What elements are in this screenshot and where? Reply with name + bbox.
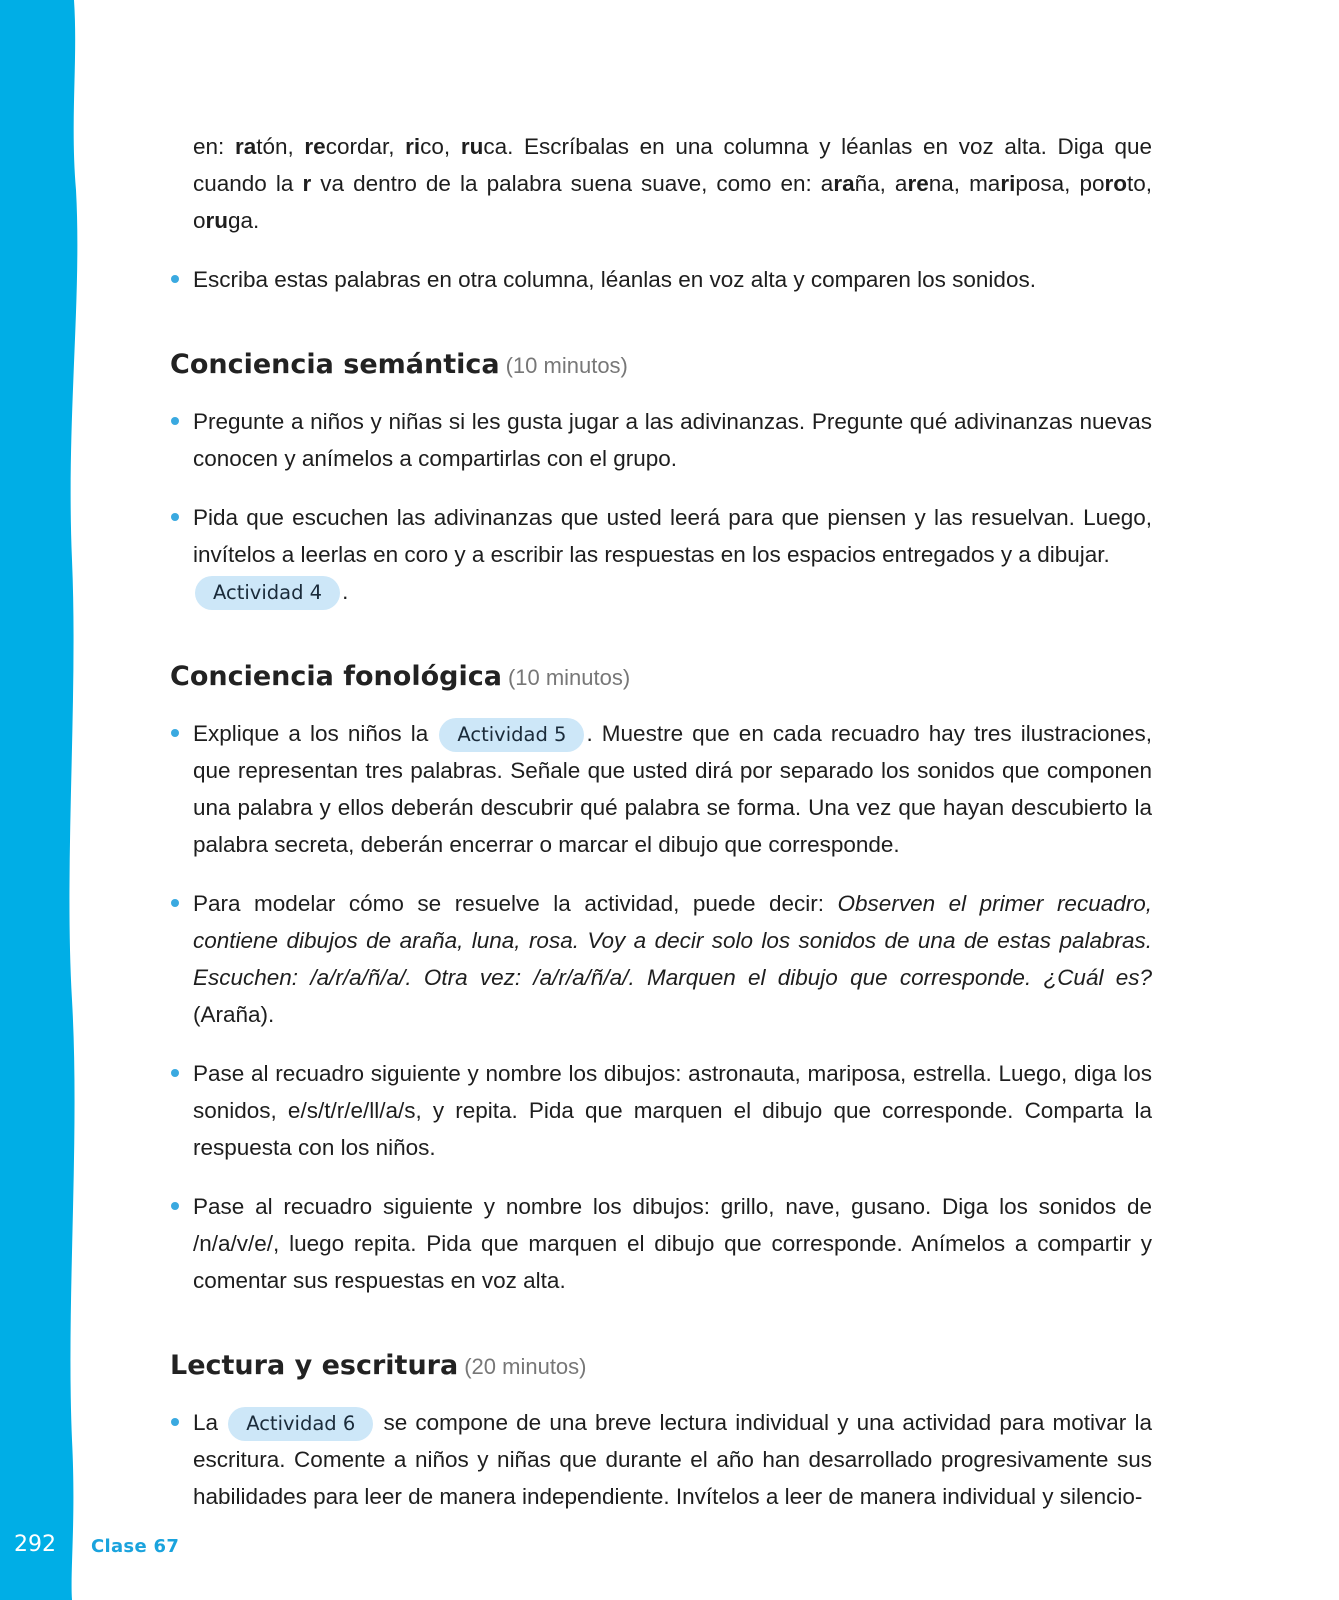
list-item: Escriba estas palabras en otra columna, léanlas en voz alta y comparen los sonidos. — [170, 261, 1152, 298]
intro-paragraph: en: ratón, recordar, rico, ruca. Escríbalas en una columna y léanlas en voz alta. Diga que cuando la r va dentro de la palabra suena suave, como en: araña, arena, mariposa, poroto, oruga. — [193, 134, 1153, 233]
section-heading-lectura: Lectura y escritura (20 minutos) — [170, 1350, 587, 1381]
list-item: Explique a los niños la Actividad 5 . Muestre que en cada recuadro hay tres ilustraciones, que representan tres palabras. Señale que usted dirá por separado los sonidos que componen una palabra y ellos deberán descubrir qué palabra se forma. Una vez que hayan descubierto la palabra secreta, deberán encerrar o marcar el dibujo que corresponde. — [170, 715, 1152, 863]
page-content — [170, 128, 1152, 1515]
class-label: Clase 67 — [91, 1536, 180, 1557]
activity-pill: Actividad 5 — [439, 718, 584, 752]
sidebar-band — [0, 0, 90, 1600]
list-item: Pida que escuchen las adivinanzas que usted leerá para que piensen y las resuelvan. Luego, invítelos a leerlas en coro y a escribir las respuestas en los espacios entregados y a dibujar. Actividad 4 . — [170, 499, 1152, 610]
section-heading-semantica: Conciencia semántica (10 minutos) — [170, 349, 628, 380]
list-item: Pregunte a niños y niñas si les gusta jugar a las adivinanzas. Pregunte qué adivinanzas nuevas conocen y anímelos a compartirlas con el grupo. — [170, 403, 1152, 477]
list-item: Pase al recuadro siguiente y nombre los dibujos: grillo, nave, gusano. Diga los sonidos de /n/a/v/e/, luego repita. Pida que marquen el dibujo que corresponde. Anímelos a compartir y comentar sus respuestas en voz alta. — [170, 1188, 1152, 1299]
activity-pill: Actividad 4 — [195, 576, 340, 610]
list-item: Para modelar cómo se resuelve la actividad, puede decir: Observen el primer recuadro, contiene dibujos de araña, luna, rosa. Voy a decir solo los sonidos de una de estas palabras. Escuchen: /a/r/a/ñ/a/. Otra vez: /a/r/a/ñ/a/. Marquen el dibujo que corresponde. ¿Cuál es? (Araña). — [170, 885, 1152, 1033]
page-number: 292 — [14, 1532, 56, 1557]
list-item: Pase al recuadro siguiente y nombre los dibujos: astronauta, mariposa, estrella. Luego, diga los sonidos, e/s/t/r/e/ll/a/s, y repita. Pida que marquen el dibujo que corresponde. Comparta la respuesta con los niños. — [170, 1055, 1152, 1166]
section-heading-fonologica: Conciencia fonológica (10 minutos) — [170, 661, 631, 692]
activity-pill: Actividad 6 — [228, 1407, 373, 1441]
list-item: La Actividad 6 se compone de una breve lectura individual y una actividad para motivar la escritura. Comente a niños y niñas que durante el año han desarrollado progresivamente sus habilidades para leer de manera independiente. Invítelos a leer de manera individual y silencio- — [170, 1404, 1152, 1515]
